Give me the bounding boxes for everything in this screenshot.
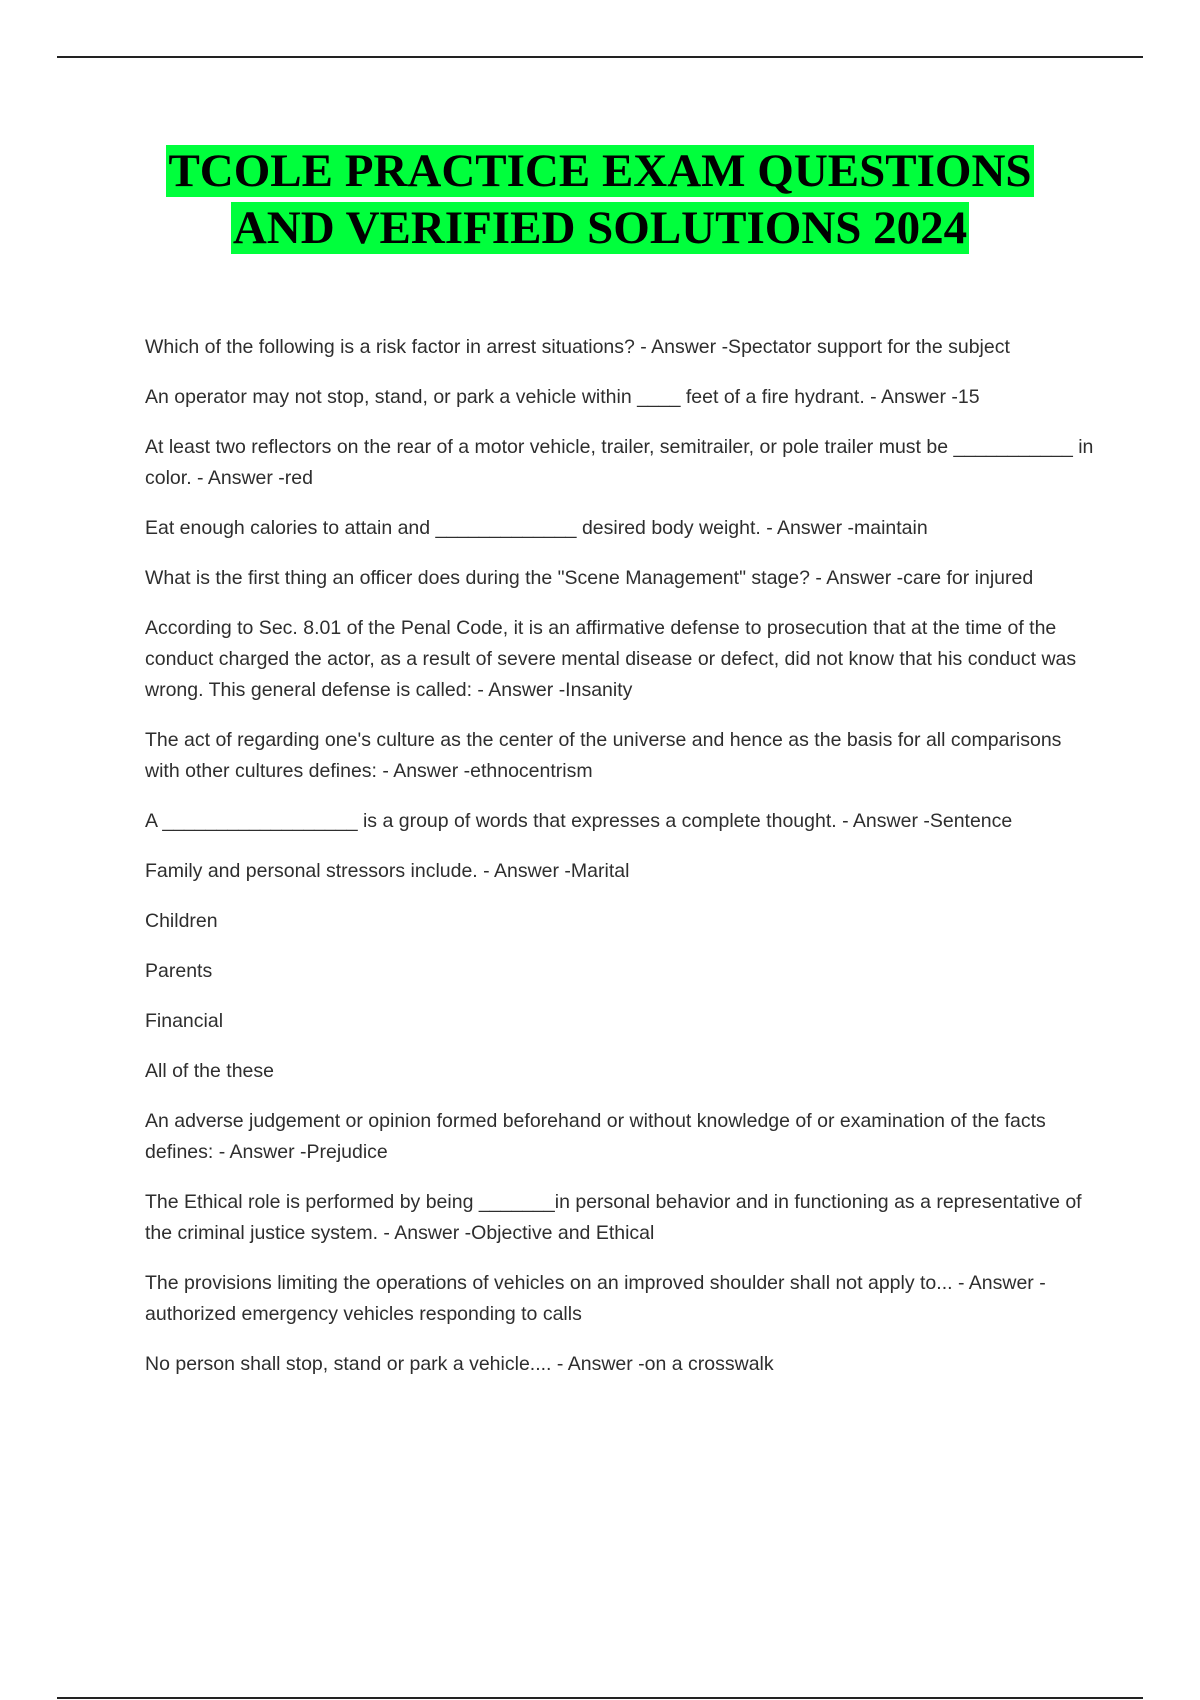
qa-paragraph: According to Sec. 8.01 of the Penal Code, it is an affirmative defense to prosecution that at the time of the conduct charged the actor, as a result of severe mental disease or defect, did not know that his conduct was wrong. This general defense is called: - Answer -Insanity <box>145 617 1077 701</box>
top-divider <box>57 56 1143 58</box>
document-title <box>0 143 1200 257</box>
qa-paragraph: No person shall stop, stand or park a vehicle.... - Answer -on a crosswalk <box>145 1353 774 1375</box>
qa-paragraph: The act of regarding one's culture as the center of the universe and hence as the basis for all comparisons with other cultures defines: - Answer -ethnocentrism <box>145 729 1062 782</box>
qa-paragraph: The provisions limiting the operations of vehicles on an improved shoulder shall not apply to... - Answer -authorized emergency vehicles responding to calls <box>145 1272 1046 1325</box>
qa-paragraph: Family and personal stressors include. - Answer -Marital <box>145 860 630 882</box>
bottom-divider <box>57 1697 1143 1699</box>
qa-paragraph: Which of the following is a risk factor in arrest situations? - Answer -Spectator support for the subject <box>145 336 1010 358</box>
qa-paragraph: An operator may not stop, stand, or park a vehicle within ____ feet of a fire hydrant. - Answer -15 <box>145 386 980 408</box>
qa-list-item: Parents <box>145 960 213 982</box>
qa-list-item: Children <box>145 910 218 932</box>
qa-paragraph: Eat enough calories to attain and _____________ desired body weight. - Answer -maintain <box>145 517 928 539</box>
qa-paragraph: The Ethical role is performed by being _______in personal behavior and in functioning as a representative of the criminal justice system. - Answer -Objective and Ethical <box>145 1191 1082 1244</box>
qa-paragraph: What is the first thing an officer does during the "Scene Management" stage? - Answer -care for injured <box>145 567 1034 589</box>
title-line-2: AND VERIFIED SOLUTIONS 2024 <box>232 202 968 254</box>
qa-paragraph: An adverse judgement or opinion formed beforehand or without knowledge of or examination of the facts defines: - Answer -Prejudice <box>145 1110 1046 1163</box>
title-line-1: TCOLE PRACTICE EXAM QUESTIONS <box>168 145 1032 197</box>
qa-list-item: Financial <box>145 1010 224 1032</box>
qa-content <box>145 332 1095 1399</box>
qa-paragraph: At least two reflectors on the rear of a motor vehicle, trailer, semitrailer, or pole trailer must be ___________ in color. - Answer -red <box>145 436 1094 489</box>
qa-list-item: All of the these <box>145 1060 274 1082</box>
qa-paragraph: A __________________ is a group of words that expresses a complete thought. - Answer -Sentence <box>145 810 1013 832</box>
